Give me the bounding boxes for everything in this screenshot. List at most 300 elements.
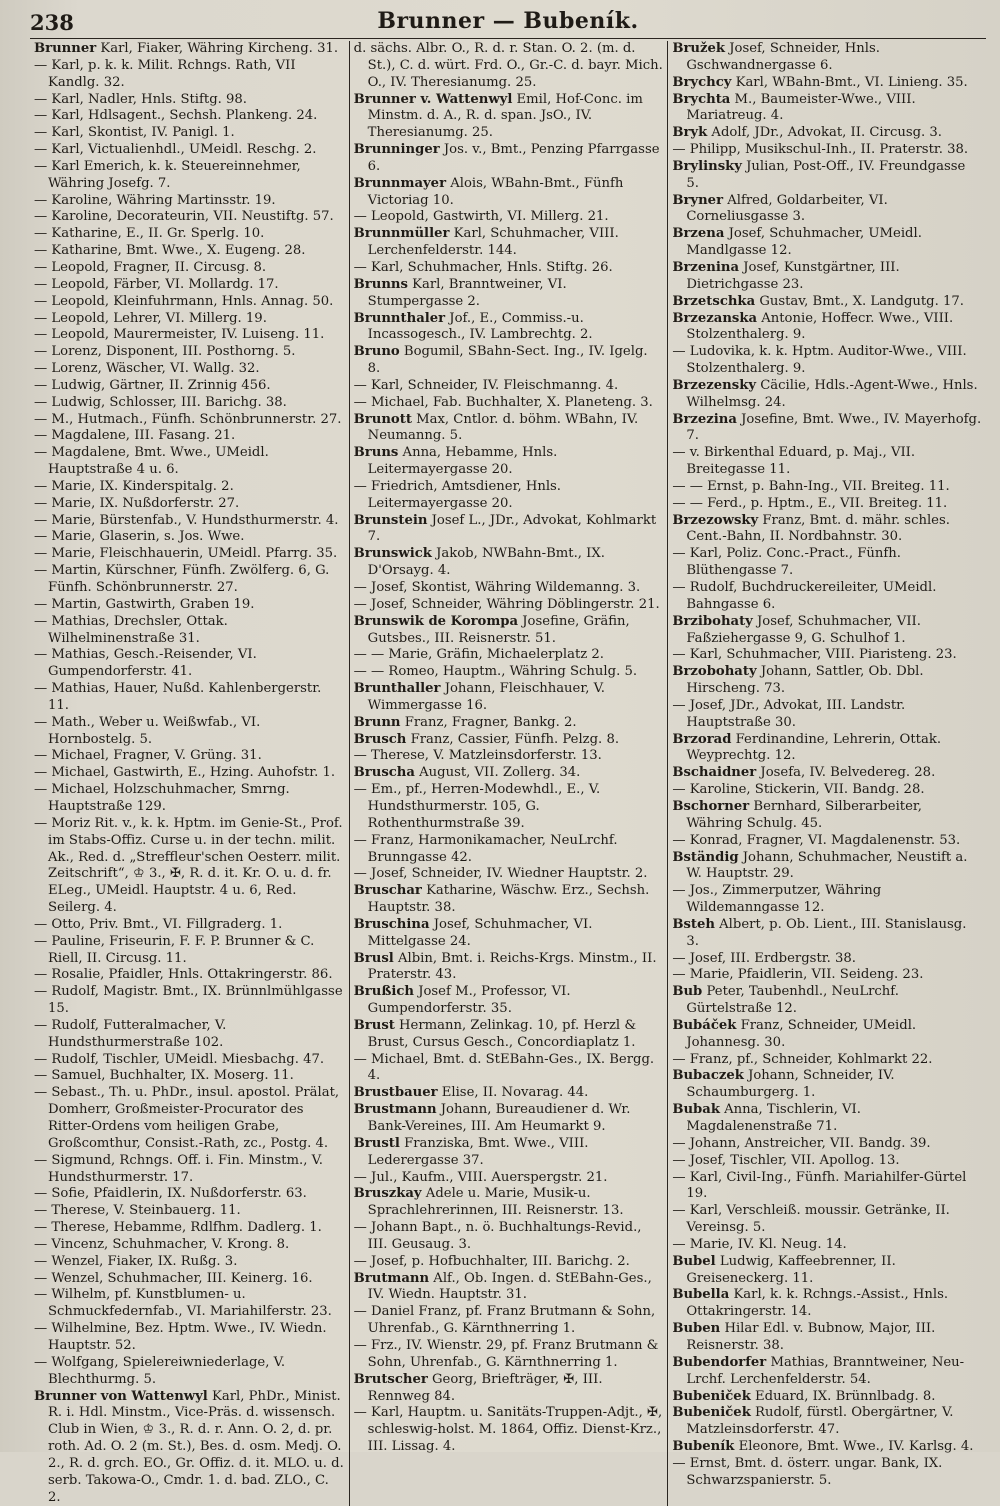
entry-surname: Brzetschka — [672, 294, 755, 309]
directory-entry — [354, 580, 664, 597]
entry-details: — Leopold, Gastwirth, VI. Millerg. 21. — [354, 209, 609, 224]
directory-entry — [34, 92, 345, 109]
directory-entry — [34, 1355, 345, 1389]
entry-details: Anna, Tischlerin, VI. Magdalenenstraße 71. — [686, 1102, 861, 1134]
directory-entry — [34, 1153, 345, 1187]
entry-details: Peter, Taubenhdl., NeuLrchf. Gürtelstraße 12. — [686, 984, 899, 1016]
directory-entry — [34, 614, 345, 648]
entry-surname: Brzibohaty — [672, 614, 753, 629]
directory-entry — [672, 159, 982, 193]
entry-details: — M., Hutmach., Fünfh. Schönbrunnerstr. 27. — [34, 412, 341, 427]
entry-details: — Marie, IX. Kinderspitalg. 2. — [34, 479, 234, 494]
directory-entry — [354, 41, 664, 92]
entry-details: Franz, Schneider, UMeidl. Johannesg. 30. — [686, 1018, 916, 1050]
entry-surname: Brutmann — [354, 1271, 429, 1286]
entry-details: — Sebast., Th. u. PhDr., insul. apostol. Prälat, Domherr, Großmeister-Procurator des Ritter-Ordens vom heiligen Grabe, Großcomthur, Consist.-Rath, zc., Postg. 4. — [34, 1085, 339, 1151]
entry-details: Karl, WBahn-Bmt., VI. Linieng. 35. — [731, 75, 967, 90]
running-title: Brunner — Bubeník. — [30, 8, 986, 34]
entry-surname: Brunott — [354, 412, 412, 427]
entry-details: — Frz., IV. Wienstr. 29, pf. Franz Brutmann & Sohn, Uhrenfab., G. Kärnthnerring 1. — [354, 1338, 659, 1370]
entry-surname: Brzenina — [672, 260, 739, 275]
directory-entry — [34, 765, 345, 782]
entry-details: — Josef, Tischler, VII. Apollog. 13. — [672, 1153, 899, 1168]
entry-details: Karl, Fiaker, Währing Kircheng. 31. — [96, 41, 338, 56]
directory-entry — [672, 513, 982, 547]
entry-surname: Bschorner — [672, 799, 749, 814]
entry-details: — Josef, p. Hofbuchhalter, III. Barichg. 2. — [354, 1254, 630, 1269]
entry-details: — Mathias, Drechsler, Ottak. Wilhelminenstraße 31. — [34, 614, 228, 646]
directory-entry — [672, 883, 982, 917]
directory-entry — [34, 782, 345, 816]
entry-surname: Brzorad — [672, 732, 731, 747]
entry-surname: Brunstein — [354, 513, 428, 528]
entry-details: — Wilhelmine, Bez. Hptm. Wwe., IV. Wiedn. Hauptstr. 52. — [34, 1321, 327, 1353]
directory-entry — [34, 496, 345, 513]
directory-entry — [672, 580, 982, 614]
entry-details: — Wenzel, Schuhmacher, III. Keinerg. 16. — [34, 1271, 313, 1286]
directory-entry — [34, 243, 345, 260]
directory-entry — [354, 917, 664, 951]
directory-entry — [672, 344, 982, 378]
entry-details: Josef M., Professor, VI. Gumpendorferstr. 35. — [368, 984, 571, 1016]
directory-entry — [672, 125, 982, 142]
entry-surname: Brunswik de Korompa — [354, 614, 518, 629]
directory-entry — [354, 1170, 664, 1187]
entry-surname: Bubella — [672, 1287, 729, 1302]
entry-details: — Marie, Glaserin, s. Jos. Wwe. — [34, 529, 244, 544]
entry-details: — Magdalene, Bmt. Wwe., UMeidl. Hauptstraße 4 u. 6. — [34, 445, 269, 477]
entry-details: — Math., Weber u. Weißwfab., VI. Hornbostelg. 5. — [34, 715, 260, 747]
directory-entry — [34, 226, 345, 243]
directory-entry — [354, 1405, 664, 1456]
entry-details: d. sächs. Albr. O., R. d. r. Stan. O. 2. (m. d. St.), C. d. würt. Frd. O., Gr.-C. d. bayr. Mich. O., IV. Theresianumg. 25. — [354, 41, 663, 90]
directory-entry — [34, 41, 345, 58]
entry-details: Adele u. Marie, Musik-u. Sprachlehrerinnen, III. Reisnerstr. 13. — [368, 1186, 624, 1218]
entry-details: Karl, k. k. Rchngs.-Assist., Hnls. Ottakringerstr. 14. — [686, 1287, 948, 1319]
entry-details: — Marie, IX. Nußdorferstr. 27. — [34, 496, 239, 511]
entry-details: — Michael, Bmt. d. StEBahn-Ges., IX. Bergg. 4. — [354, 1052, 654, 1084]
entry-details: — Martin, Gastwirth, Graben 19. — [34, 597, 255, 612]
directory-entry — [672, 378, 982, 412]
entry-surname: Brzezensky — [672, 378, 756, 393]
entry-details: — Philipp, Musikschul-Inh., II. Praterstr. 38. — [672, 142, 968, 157]
directory-entry — [354, 479, 664, 513]
directory-entry — [34, 1186, 345, 1203]
entry-details: Bernhard, Silberarbeiter, Währing Schulg. 45. — [686, 799, 922, 831]
entry-details: Josef, Kunstgärtner, III. Dietrichgasse 23. — [686, 260, 899, 292]
entry-surname: Bruns — [354, 445, 399, 460]
entry-details: — Wenzel, Fiaker, IX. Rußg. 3. — [34, 1254, 237, 1269]
entry-details: Hilar Edl. v. Bubnow, Major, III. Reisnerstr. 38. — [686, 1321, 935, 1353]
entry-details: Josefine, Gräfin, Gutsbes., III. Reisnerstr. 51. — [368, 614, 630, 646]
entry-details: — Franz, pf., Schneider, Kohlmarkt 22. — [672, 1052, 932, 1067]
entry-details: — Sofie, Pfaidlerin, IX. Nußdorferstr. 63. — [34, 1186, 307, 1201]
entry-details: Bogumil, SBahn-Sect. Ing., IV. Igelg. 8. — [368, 344, 648, 376]
entry-details: — Karoline, Währing Martinsstr. 19. — [34, 193, 276, 208]
column-middle — [349, 41, 668, 1506]
directory-entry — [354, 260, 664, 277]
column-right — [667, 41, 986, 1506]
page-number: 238 — [30, 10, 74, 35]
entry-surname: Brzobohaty — [672, 664, 756, 679]
directory-entry — [34, 563, 345, 597]
entry-details: Jos. v., Bmt., Penzing Pfarrgasse 6. — [368, 142, 660, 174]
entry-details: Katharine, Wäschw. Erz., Sechsh. Hauptstr. 38. — [368, 883, 650, 915]
entry-details: Anna, Hebamme, Hnls. Leitermayergasse 20. — [368, 445, 558, 477]
directory-entry — [34, 647, 345, 681]
entry-details: — Jos., Zimmerputzer, Währing Wildemanngasse 12. — [672, 883, 881, 915]
directory-entry — [354, 647, 664, 664]
entry-details: Mathias, Branntweiner, Neu-Lrchf. Lerchenfelderstr. 54. — [686, 1355, 964, 1387]
entry-details: Ferdinandine, Lehrerin, Ottak. Weyprechtg. 12. — [686, 732, 941, 764]
entry-surname: Bsteh — [672, 917, 715, 932]
directory-entry — [354, 1220, 664, 1254]
entry-details: Albin, Bmt. i. Reichs-Krgs. Minstm., II. Praterstr. 43. — [368, 951, 657, 983]
entry-surname: Bružek — [672, 41, 725, 56]
entry-surname: Brunninger — [354, 142, 440, 157]
entry-details: — Lorenz, Wäscher, VI. Wallg. 32. — [34, 361, 260, 376]
entry-details: Ludwig, Kaffeebrenner, II. Greiseneckerg. 11. — [686, 1254, 895, 1286]
entry-details: — Karl, Hauptm. u. Sanitäts-Truppen-Adjt., ✠, schleswig-holst. M. 1864, Offiz. Dienst-Krz., III. Lissag. 4. — [354, 1405, 663, 1454]
entry-details: — Pauline, Friseurin, F. F. P. Brunner & C. Riell, II. Circusg. 11. — [34, 934, 314, 966]
entry-surname: Bständig — [672, 850, 738, 865]
entry-details: Karl, Branntweiner, VI. Stumpergasse 2. — [368, 277, 567, 309]
directory-entry — [354, 176, 664, 210]
entry-details: — Karl, Schneider, IV. Fleischmanng. 4. — [354, 378, 619, 393]
directory-entry — [354, 1338, 664, 1372]
directory-entry — [34, 294, 345, 311]
directory-entry — [34, 681, 345, 715]
entry-details: — Leopold, Kleinfuhrmann, Hnls. Annag. 50. — [34, 294, 333, 309]
page-header — [30, 8, 986, 39]
directory-entry — [672, 799, 982, 833]
entry-details: Josefa, IV. Belvedereg. 28. — [756, 765, 935, 780]
directory-entry — [354, 344, 664, 378]
directory-entry — [34, 1287, 345, 1321]
entry-details: Eduard, IX. Brünnlbadg. 8. — [751, 1389, 936, 1404]
entry-details: M., Baumeister-Wwe., VIII. Mariatreug. 4. — [686, 92, 915, 124]
entry-details: — Katharine, Bmt. Wwe., X. Eugeng. 28. — [34, 243, 305, 258]
entry-details: Alois, WBahn-Bmt., Fünfh Victoriag 10. — [368, 176, 624, 208]
directory-entry — [34, 395, 345, 412]
directory-entry — [354, 883, 664, 917]
directory-entry — [34, 1389, 345, 1506]
entry-details: — Katharine, E., II. Gr. Sperlg. 10. — [34, 226, 264, 241]
directory-entry — [34, 378, 345, 395]
directory-entry — [354, 614, 664, 648]
entry-details: — Marie, Bürstenfab., V. Hundsthurmerstr. 4. — [34, 513, 338, 528]
entry-surname: Bubaczek — [672, 1068, 744, 1083]
entry-surname: Brust — [354, 1018, 395, 1033]
entry-surname: Brychta — [672, 92, 730, 107]
entry-surname: Brzena — [672, 226, 724, 241]
directory-entry — [672, 833, 982, 850]
entry-details: — Samuel, Buchhalter, IX. Moserg. 11. — [34, 1068, 294, 1083]
directory-entry — [672, 1321, 982, 1355]
column-left — [30, 41, 349, 1506]
directory-entry — [34, 1085, 345, 1152]
directory-entry — [354, 1102, 664, 1136]
directory-entry — [34, 1254, 345, 1271]
directory-entry — [354, 1085, 664, 1102]
entry-details: Emil, Hof-Conc. im Minstm. d. A., R. d. span. JsO., IV. Theresianumg. 25. — [368, 92, 643, 141]
directory-entry — [672, 1439, 982, 1456]
entry-surname: Bubel — [672, 1254, 715, 1269]
entry-details: Johann, Bureaudiener d. Wr. Bank-Vereines, III. Am Heumarkt 9. — [368, 1102, 631, 1134]
entry-details: — Johann, Anstreicher, VII. Bandg. 39. — [672, 1136, 930, 1151]
entry-details: Alf., Ob. Ingen. d. StEBahn-Ges., IV. Wiedn. Hauptstr. 31. — [368, 1271, 652, 1303]
entry-surname: Bruschina — [354, 917, 430, 932]
entry-details: — Karl, Hdlsagent., Sechsh. Plankeng. 24. — [34, 108, 317, 123]
directory-entry — [34, 361, 345, 378]
directory-entry — [672, 732, 982, 766]
directory-entry — [672, 1052, 982, 1069]
entry-surname: Brunnthaler — [354, 311, 445, 326]
entry-surname: Bruschar — [354, 883, 422, 898]
directory-entry — [672, 1254, 982, 1288]
directory-entry — [354, 445, 664, 479]
directory-entry — [672, 782, 982, 799]
directory-entry — [672, 92, 982, 126]
entry-details: — Wilhelm, pf. Kunstblumen- u. Schmuckfedernfab., VI. Mariahilferstr. 23. — [34, 1287, 332, 1319]
directory-entry — [354, 951, 664, 985]
directory-entry — [34, 513, 345, 530]
entry-surname: Brunner — [34, 41, 96, 56]
directory-entry — [34, 984, 345, 1018]
entry-surname: Bub — [672, 984, 702, 999]
directory-entry — [354, 1136, 664, 1170]
entry-details: — Jul., Kaufm., VIII. Auerspergstr. 21. — [354, 1170, 608, 1185]
entry-details: Johann, Schuhmacher, Neustift a. W. Hauptstr. 29. — [686, 850, 967, 882]
entry-details: Josef, Schuhmacher, UMeidl. Mandlgasse 12. — [686, 226, 922, 258]
directory-entry — [354, 395, 664, 412]
entry-details: — Karoline, Decorateurin, VII. Neustiftg. 57. — [34, 209, 334, 224]
entry-surname: Bubak — [672, 1102, 720, 1117]
entry-details: Johann, Schneider, IV. Schaumburgerg. 1. — [686, 1068, 894, 1100]
directory-entry — [672, 546, 982, 580]
entry-details: Franz, Cassier, Fünfh. Pelzg. 8. — [406, 732, 619, 747]
directory-entry — [672, 41, 982, 75]
entry-details: — Michael, Holzschuhmacher, Smrng. Hauptstraße 129. — [34, 782, 290, 814]
entry-details: — Mathias, Hauer, Nußd. Kahlenbergerstr. 11. — [34, 681, 321, 713]
entry-details: Josef, Schuhmacher, VII. Faßziehergasse 9, G. Schulhof 1. — [686, 614, 921, 646]
entry-details: Elise, II. Novarag. 44. — [438, 1085, 589, 1100]
directory-entry — [34, 58, 345, 92]
entry-details: — Em., pf., Herren-Modewhdl., E., V. Hundsthurmerstr. 105, G. Rothenthurmstraße 39. — [354, 782, 601, 831]
entry-details: Julian, Post-Off., IV. Freundgasse 5. — [686, 159, 965, 191]
entry-surname: Brunnmayer — [354, 176, 446, 191]
directory-entry — [672, 850, 982, 884]
entry-details: — Otto, Priv. Bmt., VI. Fillgraderg. 1. — [34, 917, 282, 932]
entry-details: — Marie, Pfaidlerin, VII. Seideng. 23. — [672, 967, 923, 982]
entry-details: Johann, Fleischhauer, V. Wimmergasse 16. — [368, 681, 605, 713]
entry-surname: Brzezanska — [672, 311, 757, 326]
entry-surname: Bubáček — [672, 1018, 736, 1033]
directory-entry — [34, 529, 345, 546]
directory-entry — [354, 715, 664, 732]
directory-entry — [354, 1271, 664, 1305]
entry-details: August, VII. Zollerg. 34. — [415, 765, 580, 780]
entry-details: Karl, Schuhmacher, VIII. Lerchenfelderstr. 144. — [368, 226, 619, 258]
entry-details: — Karl, Schuhmacher, VIII. Piaristeng. 23. — [672, 647, 956, 662]
entry-details: Josefine, Bmt. Wwe., IV. Mayerhofg. 7. — [686, 412, 981, 444]
entry-details: — Karl, Skontist, IV. Panigl. 1. — [34, 125, 235, 140]
directory-entry — [34, 917, 345, 934]
directory-entry — [354, 1018, 664, 1052]
entry-surname: Brußich — [354, 984, 414, 999]
directory-entry — [672, 951, 982, 968]
directory-entry — [672, 1102, 982, 1136]
entry-details: — Daniel Franz, pf. Franz Brutmann & Sohn, Uhrenfab., G. Kärnthnerring 1. — [354, 1304, 655, 1336]
entry-details: — Ludovika, k. k. Hptm. Auditor-Wwe., VIII. Stolzenthalerg. 9. — [672, 344, 966, 376]
entry-details: — v. Birkenthal Eduard, p. Maj., VII. Breitegasse 11. — [672, 445, 915, 477]
entry-surname: Bruszkay — [354, 1186, 422, 1201]
entry-surname: Bruno — [354, 344, 400, 359]
entry-details: — Karl, Victualienhdl., UMeidl. Reschg. 2. — [34, 142, 316, 157]
entry-details: Gustav, Bmt., X. Landgutg. 17. — [755, 294, 964, 309]
directory-entry — [354, 833, 664, 867]
entry-surname: Brustbauer — [354, 1085, 438, 1100]
entry-surname: Bryk — [672, 125, 707, 140]
entry-details: — Ernst, Bmt. d. österr. ungar. Bank, IX. Schwarzspanierstr. 5. — [672, 1456, 942, 1488]
directory-entry — [34, 1203, 345, 1220]
directory-entry — [354, 681, 664, 715]
entry-details: — — Ferd., p. Hptm., E., VII. Breiteg. 11. — [672, 496, 947, 511]
directory-entry — [672, 75, 982, 92]
entry-details: — Michael, Fab. Buchhalter, X. Planeteng. 3. — [354, 395, 653, 410]
directory-entry — [34, 209, 345, 226]
entry-details: — Josef, Schneider, Währing Döblingerstr. 21. — [354, 597, 660, 612]
entry-details: — — Ernst, p. Bahn-Ing., VII. Breiteg. 11. — [672, 479, 949, 494]
directory-entry — [672, 967, 982, 984]
entry-details: — Therese, V. Steinbauerg. 11. — [34, 1203, 241, 1218]
directory-entry — [34, 193, 345, 210]
entry-details: — Lorenz, Disponent, III. Posthorng. 5. — [34, 344, 295, 359]
directory-entry — [672, 1389, 982, 1406]
entry-details: Hermann, Zelinkag. 10, pf. Herzl & Brust, Cursus Gesch., Concordiaplatz 1. — [368, 1018, 636, 1050]
entry-details: — Leopold, Fragner, II. Circusg. 8. — [34, 260, 266, 275]
directory-entry — [34, 715, 345, 749]
entry-details: — Ludwig, Schlosser, III. Barichg. 38. — [34, 395, 287, 410]
entry-surname: Brunner von Wattenwyl — [34, 1389, 208, 1404]
directory-entry — [672, 1287, 982, 1321]
entry-details: — Karl, Verschleiß. moussir. Getränke, II. Vereinsg. 5. — [672, 1203, 950, 1235]
directory-entry — [34, 428, 345, 445]
directory-entry — [34, 1321, 345, 1355]
directory-entry — [34, 108, 345, 125]
entry-details: Albert, p. Ob. Lient., III. Stanislausg. 3. — [686, 917, 966, 949]
entry-surname: Brunner v. Wattenwyl — [354, 92, 513, 107]
entry-details: — Rudolf, Magistr. Bmt., IX. Brünnlmühlgasse 15. — [34, 984, 343, 1016]
directory-entry — [672, 1203, 982, 1237]
entry-details: — — Romeo, Hauptm., Währing Schulg. 5. — [354, 664, 637, 679]
entry-details: — Karl, Nadler, Hnls. Stiftg. 98. — [34, 92, 247, 107]
entry-details: Josef L., JDr., Advokat, Kohlmarkt 7. — [368, 513, 656, 545]
entry-surname: Bruscha — [354, 765, 415, 780]
entry-details: — Friedrich, Amtsdiener, Hnls. Leitermayergasse 20. — [354, 479, 561, 511]
directory-entry — [672, 917, 982, 951]
entry-details: — Leopold, Färber, VI. Mollardg. 17. — [34, 277, 279, 292]
entry-details: Antonie, Hoffecr. Wwe., VIII. Stolzenthalerg. 9. — [686, 311, 953, 343]
directory-entry — [354, 92, 664, 143]
entry-details: — Moriz Rit. v., k. k. Hptm. im Genie-St., Prof. im Stabs-Offiz. Curse u. in der techn. milit. Ak., Red. d. „Streffleur'schen Oesterr. milit. Zeitschrift“, ♔ 3., ✠, R. d. it. Kr. O. u. d. fr. ELeg., UMeidl. Hauptstr. 4 u. 6, Red. Seilerg. 4. — [34, 816, 343, 915]
directory-entry — [34, 125, 345, 142]
entry-surname: Buben — [672, 1321, 720, 1336]
entry-details: — Michael, Fragner, V. Grüng. 31. — [34, 748, 262, 763]
directory-entry — [672, 1456, 982, 1490]
entry-details: Georg, Briefträger, ✠, III. Rennweg 84. — [368, 1372, 603, 1404]
directory-entry — [354, 1372, 664, 1406]
entry-details: — Vincenz, Schuhmacher, V. Krong. 8. — [34, 1237, 289, 1252]
directory-entry — [672, 445, 982, 479]
entry-details: — Rudolf, Futteralmacher, V. Hundsthurmerstraße 102. — [34, 1018, 226, 1050]
entry-surname: Brunn — [354, 715, 401, 730]
entry-details: — Karl, Schuhmacher, Hnls. Stiftg. 26. — [354, 260, 613, 275]
directory-entry — [34, 142, 345, 159]
directory-entry — [672, 765, 982, 782]
directory-entry — [672, 664, 982, 698]
directory-entry — [354, 866, 664, 883]
entry-details: Rudolf, fürstl. Obergärtner, V. Matzleinsdorferstr. 47. — [686, 1405, 953, 1437]
directory-entry — [354, 513, 664, 547]
entry-details: — Marie, Fleischhauerin, UMeidl. Pfarrg. 35. — [34, 546, 337, 561]
entry-surname: Brylinsky — [672, 159, 742, 174]
entry-details: — Josef, JDr., Advokat, III. Landstr. Hauptstraße 30. — [672, 698, 905, 730]
directory-entry — [354, 1186, 664, 1220]
entry-details: Jof., E., Commiss.-u. Incassogesch., IV. Lambrechtg. 2. — [368, 311, 593, 343]
directory-entry — [672, 614, 982, 648]
entry-surname: Brusl — [354, 951, 394, 966]
directory-entry — [672, 1018, 982, 1052]
entry-details: — Mathias, Gesch.-Reisender, VI. Gumpendorferstr. 41. — [34, 647, 257, 679]
directory-entry — [34, 412, 345, 429]
directory-entry — [34, 159, 345, 193]
directory-entry — [34, 277, 345, 294]
entry-surname: Brutscher — [354, 1372, 428, 1387]
directory-entry — [354, 1052, 664, 1086]
directory-entry — [354, 546, 664, 580]
directory-entry — [34, 1271, 345, 1288]
directory-entry — [34, 1052, 345, 1069]
directory-entry — [34, 311, 345, 328]
entry-details: Eleonore, Bmt. Wwe., IV. Karlsg. 4. — [734, 1439, 973, 1454]
entry-details: — Karl, Poliz. Conc.-Pract., Fünfh. Blüthengasse 7. — [672, 546, 901, 578]
entry-details: Max, Cntlor. d. böhm. WBahn, IV. Neumanng. 5. — [368, 412, 639, 444]
entry-surname: Bubendorfer — [672, 1355, 766, 1370]
directory-entry — [672, 193, 982, 227]
entry-details: — Michael, Gastwirth, E., Hzing. Auhofstr. 1. — [34, 765, 335, 780]
entry-surname: Brustl — [354, 1136, 400, 1151]
entry-details: Josef, Schuhmacher, VI. Mittelgasse 24. — [368, 917, 593, 949]
entry-details: Josef, Schneider, Hnls. Gschwandnergasse 6. — [686, 41, 880, 73]
directory-entry — [672, 226, 982, 260]
entry-details: — Karl, Civil-Ing., Fünfh. Mariahilfer-Gürtel 19. — [672, 1170, 966, 1202]
directory-entry — [354, 1304, 664, 1338]
directory-entry — [672, 647, 982, 664]
directory-entry — [34, 327, 345, 344]
directory-entry — [672, 412, 982, 446]
directory-entry — [672, 1136, 982, 1153]
entry-details: Franz, Bmt. d. mähr. schles. Cent.-Bahn, II. Nordbahnstr. 30. — [686, 513, 950, 545]
entry-details: — Therese, Hebamme, Rdlfhm. Dadlerg. 1. — [34, 1220, 322, 1235]
directory-entry — [672, 1068, 982, 1102]
entry-details: Jakob, NWBahn-Bmt., IX. D'Orsayg. 4. — [368, 546, 605, 578]
entry-surname: Brunswick — [354, 546, 432, 561]
entry-details: — Franz, Harmonikamacher, NeuLrchf. Brunngasse 42. — [354, 833, 618, 865]
entry-details: — Rosalie, Pfaidler, Hnls. Ottakringerstr. 86. — [34, 967, 333, 982]
entry-details: Franz, Fragner, Bankg. 2. — [401, 715, 577, 730]
entry-details: — Karl, p. k. k. Milit. Rchngs. Rath, VII Kandlg. 32. — [34, 58, 296, 90]
